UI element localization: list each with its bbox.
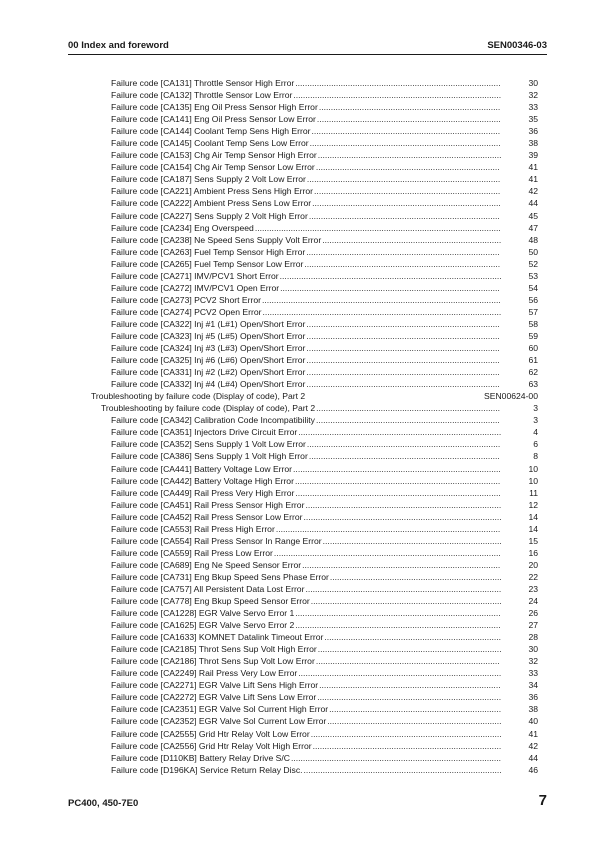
toc-dot-leader: ......................................................................................	[295, 608, 501, 619]
toc-entry-title: Failure code [CA141] Eng Oil Press Sensor Low Error	[111, 114, 316, 125]
toc-entry[interactable]	[0, 535, 595, 547]
toc-dot-leader: ................................................................................	[308, 451, 500, 462]
toc-entry-title: Failure code [CA187] Sens Supply 2 Volt Low Error	[111, 174, 306, 185]
toc-entry-title: Failure code [CA238] Ne Speed Sens Supply Volt Error	[111, 234, 322, 245]
toc-dot-leader: ...............................................................................	[311, 126, 501, 137]
toc-entry-title: Failure code [CA273] PCV2 Short Error	[111, 294, 261, 305]
toc-entry-title: Failure code [CA554] Rail Press Sensor In Range Error	[111, 535, 322, 546]
toc-entry[interactable]	[0, 414, 595, 426]
toc-dot-leader: ................................................................................	[308, 210, 500, 221]
toc-entry-page: 54	[528, 282, 538, 293]
toc-entry-page: 44	[528, 198, 538, 209]
toc-dot-leader: ......................................................................................	[295, 620, 501, 631]
toc-entry-page: 45	[528, 210, 538, 221]
toc-dot-leader: ............................................................................	[318, 102, 501, 113]
toc-entry-page: SEN00624-00	[484, 391, 538, 402]
toc-entry-title: Troubleshooting by failure code (Display of code), Part 2	[91, 391, 306, 402]
toc-entry-page: 57	[528, 306, 538, 317]
toc-entry-page: 20	[528, 559, 538, 570]
toc-entry-title: Failure code [CA1633] KOMNET Datalink Timeout Error	[111, 632, 324, 643]
toc-entry[interactable]	[0, 715, 595, 727]
toc-dot-leader: ......................................................................................	[295, 487, 501, 498]
toc-entry-page: 47	[528, 222, 538, 233]
toc-entry-page: 14	[528, 523, 538, 534]
toc-dot-leader: ....................................................................................................	[261, 294, 501, 305]
toc-entry-page: 34	[528, 680, 538, 691]
toc-entry[interactable]	[0, 258, 595, 270]
toc-entry[interactable]	[0, 77, 595, 89]
toc-entry-page: 33	[528, 102, 538, 113]
toc-entry-title: Failure code [CA2556] Grid Htr Relay Volt High Error	[111, 740, 312, 751]
toc-entry[interactable]	[0, 667, 595, 679]
toc-entry[interactable]	[0, 559, 595, 571]
toc-entry[interactable]	[0, 330, 595, 342]
toc-entry-page: 10	[528, 463, 538, 474]
toc-dot-leader: ..........................................................................	[324, 632, 502, 643]
toc-entry-page: 26	[528, 608, 538, 619]
toc-entry-page: 8	[533, 451, 538, 462]
toc-entry-page: 4	[533, 427, 538, 438]
toc-dot-leader: ...........................................................................	[322, 234, 502, 245]
toc-entry-page: 12	[528, 499, 538, 510]
header-document-code: SEN00346-03	[487, 40, 547, 51]
toc-entry[interactable]	[0, 125, 595, 137]
toc-entry-page: 62	[528, 367, 538, 378]
toc-entry-title: Failure code [CA1625] EGR Valve Servo Error 2	[111, 620, 295, 631]
toc-entry-page: 28	[528, 632, 538, 643]
toc-dot-leader: .................................................................................	[306, 343, 500, 354]
toc-entry-title: Failure code [CA442] Battery Voltage High Error	[111, 475, 294, 486]
toc-entry-title: Failure code [CA2185] Throt Sens Sup Volt High Error	[111, 644, 317, 655]
toc-dot-leader: ...............................................................................	[312, 198, 501, 209]
toc-entry-page: 3	[533, 403, 538, 414]
toc-entry-page: 60	[528, 343, 538, 354]
toc-entry[interactable]	[0, 342, 595, 354]
toc-entry[interactable]	[0, 655, 595, 667]
toc-entry[interactable]	[0, 607, 595, 619]
toc-entry-title: Failure code [CA324] Inj #3 (L#3) Open/Short Error	[111, 343, 306, 354]
toc-dot-leader: .................................................................................	[306, 355, 500, 366]
toc-entry[interactable]	[0, 547, 595, 559]
toc-entry-title: Failure code [CA271] IMV/PCV1 Short Error	[111, 270, 279, 281]
toc-entry[interactable]	[0, 752, 595, 764]
toc-entry-title: Failure code [CA323] Inj #5 (L#5) Open/Short Error	[111, 330, 306, 341]
toc-section-heading[interactable]	[0, 390, 595, 402]
toc-entry-page: 42	[528, 740, 538, 751]
toc-entry-page: 50	[528, 246, 538, 257]
toc-entry-page: 38	[528, 704, 538, 715]
toc-entry[interactable]	[0, 463, 595, 475]
toc-entry[interactable]	[0, 161, 595, 173]
toc-entry-title: Failure code [CA342] Calibration Code Incompatibility	[111, 415, 315, 426]
toc-entry[interactable]	[0, 523, 595, 535]
toc-entry[interactable]	[0, 728, 595, 740]
toc-dot-leader: .................................................................................	[306, 379, 500, 390]
toc-dot-leader: .....................................................................................	[298, 668, 502, 679]
toc-entry-page: 27	[528, 620, 538, 631]
toc-entry-page: 63	[528, 379, 538, 390]
toc-entry[interactable]	[0, 764, 595, 776]
toc-entry-page: 48	[528, 234, 538, 245]
toc-entry[interactable]	[0, 450, 595, 462]
toc-entry-title: Failure code [CA272] IMV/PCV1 Open Error	[111, 282, 280, 293]
toc-entry[interactable]	[0, 354, 595, 366]
toc-dot-leader: .................................................................................	[306, 439, 501, 450]
toc-entry-page: 23	[528, 583, 538, 594]
toc-dot-leader: ..............................................................................	[314, 186, 501, 197]
toc-entry[interactable]	[0, 619, 595, 631]
toc-dot-leader: .............................................................................	[316, 114, 501, 125]
toc-entry[interactable]	[0, 149, 595, 161]
toc-dot-leader: .......................................................................................................	[254, 222, 501, 233]
toc-entry-title: Failure code [CA2272] EGR Valve Lift Sens Low Error	[111, 692, 317, 703]
toc-entry[interactable]	[0, 246, 595, 258]
toc-dot-leader: .......................................................................................	[293, 90, 502, 101]
toc-entry-page: 30	[528, 78, 538, 88]
toc-entry-title: Failure code [CA351] Injectors Drive Circuit Error	[111, 427, 298, 438]
toc-dot-leader: ...................................................................................	[302, 559, 501, 570]
toc-entry-title: Failure code [CA2186] Throt Sens Sup Volt Low Error	[111, 656, 315, 667]
toc-dot-leader: ........................................................................	[329, 571, 502, 582]
toc-dot-leader: ................................................................................	[310, 728, 502, 739]
toc-dot-leader: ..............................................................................................	[275, 523, 501, 534]
toc-entry[interactable]	[0, 426, 595, 438]
toc-entry-title: Failure code [CA553] Rail Press High Error	[111, 523, 275, 534]
toc-entry[interactable]	[0, 234, 595, 246]
toc-entry-title: Failure code [CA265] Fuel Temp Sensor Low Error	[111, 258, 304, 269]
toc-entry-title: Failure code [CA451] Rail Press Sensor High Error	[111, 499, 305, 510]
toc-entry[interactable]	[0, 643, 595, 655]
toc-entry-page: 59	[528, 330, 538, 341]
toc-entry-title: Failure code [CA322] Inj #1 (L#1) Open/Short Error	[111, 318, 306, 329]
toc-entry[interactable]	[0, 438, 595, 450]
toc-dot-leader: .......................................................................................	[293, 463, 501, 474]
toc-entry-title: Failure code [CA757] All Persistent Data Lost Error	[111, 583, 305, 594]
header-section-title: 00 Index and foreword	[68, 40, 169, 51]
toc-entry-page: 36	[528, 692, 538, 703]
toc-entry-title: Failure code [CA2352] EGR Valve Sol Current Low Error	[111, 716, 327, 727]
running-header	[68, 40, 547, 54]
toc-entry-title: Failure code [CA452] Rail Press Sensor Low Error	[111, 511, 303, 522]
toc-entry[interactable]	[0, 173, 595, 185]
toc-entry-title: Failure code [CA154] Chg Air Temp Sensor Low Error	[111, 162, 315, 173]
toc-entry-title: Failure code [CA559] Rail Press Low Error	[111, 547, 273, 558]
toc-dot-leader: ...........................................................................	[322, 535, 502, 546]
toc-entry[interactable]	[0, 679, 595, 691]
toc-entry-title: Failure code [CA227] Sens Supply 2 Volt High Error	[111, 210, 308, 221]
toc-entry-title: Failure code [D196KA] Service Return Relay Disc.	[111, 764, 303, 775]
toc-entry-title: Failure code [CA386] Sens Supply 1 Volt High Error	[111, 451, 308, 462]
header-divider	[68, 54, 547, 55]
toc-entry-page: 3	[533, 415, 538, 426]
toc-entry-page: 15	[528, 535, 538, 546]
toc-entry-page: 10	[528, 475, 538, 486]
toc-entry[interactable]	[0, 294, 595, 306]
toc-entry-page: 32	[528, 90, 538, 101]
toc-entry-title: Failure code [CA441] Battery Voltage Low Error	[111, 463, 293, 474]
toc-entry-page: 22	[528, 571, 538, 582]
toc-entry-page: 11	[529, 487, 538, 498]
toc-entry-title: Failure code [CA274] PCV2 Open Error	[111, 306, 262, 317]
toc-entry-title: Failure code [CA731] Eng Bkup Speed Sens Phase Error	[111, 571, 329, 582]
toc-entry[interactable]	[0, 282, 595, 294]
toc-entry-page: 30	[528, 644, 538, 655]
toc-entry-title: Failure code [CA352] Sens Supply 1 Volt Low Error	[111, 439, 306, 450]
toc-entry[interactable]	[0, 691, 595, 703]
toc-dot-leader: ............................................................................................	[280, 282, 500, 293]
toc-entry[interactable]	[0, 101, 595, 113]
toc-dot-leader: ................................................................................	[310, 596, 502, 607]
toc-dot-leader: .............................................................................	[315, 415, 500, 426]
toc-entry-title: Failure code [CA325] Inj #6 (L#6) Open/Short Error	[111, 355, 306, 366]
toc-dot-leader: .................................................................................	[306, 318, 500, 329]
toc-entry[interactable]	[0, 197, 595, 209]
toc-entry-page: 16	[528, 547, 538, 558]
toc-entry-page: 52	[528, 258, 538, 269]
toc-entry[interactable]	[0, 631, 595, 643]
toc-dot-leader: .............................................................................	[317, 150, 502, 161]
toc-entry[interactable]	[0, 306, 595, 318]
toc-dot-leader: ...................................................................................	[303, 511, 502, 522]
toc-entry-title: Failure code [CA234] Eng Overspeed	[111, 222, 254, 233]
toc-entry-title: Failure code [CA1228] EGR Valve Servo Error 1	[111, 608, 295, 619]
toc-entry-page: 46	[528, 764, 538, 775]
toc-entry-title: Failure code [CA331] Inj #2 (L#2) Open/Short Error	[111, 367, 306, 378]
toc-entry[interactable]	[0, 740, 595, 752]
toc-dot-leader: ...............................................................................................	[273, 547, 501, 558]
toc-entry-title: Failure code [D110KB] Battery Relay Drive S/C	[111, 752, 290, 763]
toc-entry[interactable]	[0, 571, 595, 583]
toc-entry-title: Failure code [CA778] Eng Bkup Speed Sensor Error	[111, 596, 310, 607]
toc-dot-leader: .............................................................................	[315, 162, 500, 173]
toc-entry-page: 39	[528, 150, 538, 161]
toc-entry[interactable]	[0, 318, 595, 330]
toc-entry-title: Failure code [CA449] Rail Press Very High Error	[111, 487, 295, 498]
toc-entry-page: 40	[528, 716, 538, 727]
toc-entry[interactable]	[0, 113, 595, 125]
toc-entry-page: 61	[528, 355, 538, 366]
toc-dot-leader: ............................................................................	[319, 680, 501, 691]
toc-entry[interactable]	[0, 487, 595, 499]
toc-entry-page: 24	[528, 596, 538, 607]
toc-entry-page: 6	[533, 439, 538, 450]
toc-dot-leader: .................................................................................	[306, 367, 500, 378]
toc-entry-title: Failure code [CA2555] Grid Htr Relay Volt Low Error	[111, 728, 310, 739]
toc-dot-leader: ...................................................................................	[303, 764, 502, 775]
toc-entry-page: 33	[528, 668, 538, 679]
toc-entry-page: 35	[528, 114, 538, 125]
toc-entry-title: Failure code [CA2271] EGR Valve Lift Sens High Error	[111, 680, 319, 691]
toc-entry[interactable]	[0, 511, 595, 523]
toc-dot-leader: ........................................................................................	[290, 752, 502, 763]
toc-entry-page: 41	[528, 728, 538, 739]
toc-entry[interactable]	[0, 378, 595, 390]
toc-dot-leader: .................................................................................	[306, 330, 500, 341]
toc-dot-leader: .............................................................................	[317, 692, 502, 703]
toc-entry-title: Failure code [CA144] Coolant Temp Sens High Error	[111, 126, 311, 137]
toc-dot-leader: .........................................................................	[327, 716, 502, 727]
toc-entry-page: 56	[528, 294, 538, 305]
table-of-contents	[0, 77, 595, 776]
toc-entry-title: Failure code [CA153] Chg Air Temp Sensor High Error	[111, 150, 317, 161]
toc-entry-page: 41	[528, 162, 538, 173]
toc-entry-title: Failure code [CA221] Ambient Press Sens High Error	[111, 186, 314, 197]
toc-entry-title: Failure code [CA263] Fuel Temp Sensor High Error	[111, 246, 306, 257]
toc-entry[interactable]	[0, 210, 595, 222]
toc-dot-leader: .................................................................................	[306, 246, 500, 257]
toc-entry[interactable]	[0, 137, 595, 149]
footer-page-number: 7	[538, 792, 547, 809]
toc-dot-leader: ................................................................................	[309, 138, 501, 149]
toc-entry-page: 36	[528, 126, 538, 137]
toc-dot-leader: ......................................................................................	[295, 78, 501, 88]
toc-entry-page: 14	[528, 511, 538, 522]
toc-entry-title: Failure code [CA332] Inj #4 (L#4) Open/Short Error	[111, 379, 306, 390]
toc-subsection-entry[interactable]	[0, 402, 595, 414]
toc-entry-title: Failure code [CA131] Throttle Sensor High Error	[111, 78, 295, 88]
toc-entry[interactable]	[0, 270, 595, 282]
toc-entry[interactable]	[0, 703, 595, 715]
toc-dot-leader: .............................................................................................	[279, 270, 502, 281]
toc-entry-title: Failure code [CA135] Eng Oil Press Sensor High Error	[111, 102, 318, 113]
toc-entry[interactable]	[0, 185, 595, 197]
toc-dot-leader: .............................................................................	[316, 403, 501, 414]
toc-dot-leader: ..................................................................................	[305, 583, 502, 594]
toc-dot-leader: .................................................................................	[306, 174, 501, 185]
toc-entry[interactable]	[0, 222, 595, 234]
toc-dot-leader: ........................................................................	[329, 704, 502, 715]
toc-entry-title: Failure code [CA132] Throttle Sensor Low Error	[111, 90, 293, 101]
toc-dot-leader: ......................................................................................	[294, 475, 501, 486]
toc-dot-leader: .....................................................................................	[298, 427, 502, 438]
toc-entry-title: Failure code [CA2249] Rail Press Very Low Error	[111, 668, 298, 679]
toc-entry[interactable]	[0, 583, 595, 595]
toc-entry-page: 41	[528, 174, 538, 185]
toc-entry-page: 32	[528, 656, 538, 667]
toc-entry-title: Failure code [CA145] Coolant Temp Sens Low Error	[111, 138, 309, 149]
toc-entry-title: Troubleshooting by failure code (Display of code), Part 2	[101, 403, 316, 414]
toc-entry-page: 58	[528, 318, 538, 329]
toc-dot-leader: ..................................................................................	[305, 499, 502, 510]
toc-dot-leader: .............................................................................	[317, 644, 502, 655]
toc-entry-title: Failure code [CA222] Ambient Press Sens Low Error	[111, 198, 312, 209]
toc-entry[interactable]	[0, 89, 595, 101]
toc-entry-page: 42	[528, 186, 538, 197]
toc-entry-page: 38	[528, 138, 538, 149]
toc-entry[interactable]	[0, 499, 595, 511]
toc-entry[interactable]	[0, 595, 595, 607]
toc-entry[interactable]	[0, 475, 595, 487]
toc-dot-leader: ..................................................................................	[304, 258, 501, 269]
toc-dot-leader: .............................................................................	[315, 656, 500, 667]
toc-dot-leader: ....................................................................................................	[262, 306, 502, 317]
toc-entry[interactable]	[0, 366, 595, 378]
toc-entry-page: 44	[528, 752, 538, 763]
toc-entry-title: Failure code [CA2351] EGR Valve Sol Current High Error	[111, 704, 329, 715]
footer-model: PC400, 450-7E0	[68, 798, 139, 809]
toc-dot-leader: ...............................................................................	[312, 740, 502, 751]
toc-entry-title: Failure code [CA689] Eng Ne Speed Sensor Error	[111, 559, 302, 570]
toc-entry-page: 53	[528, 270, 538, 281]
